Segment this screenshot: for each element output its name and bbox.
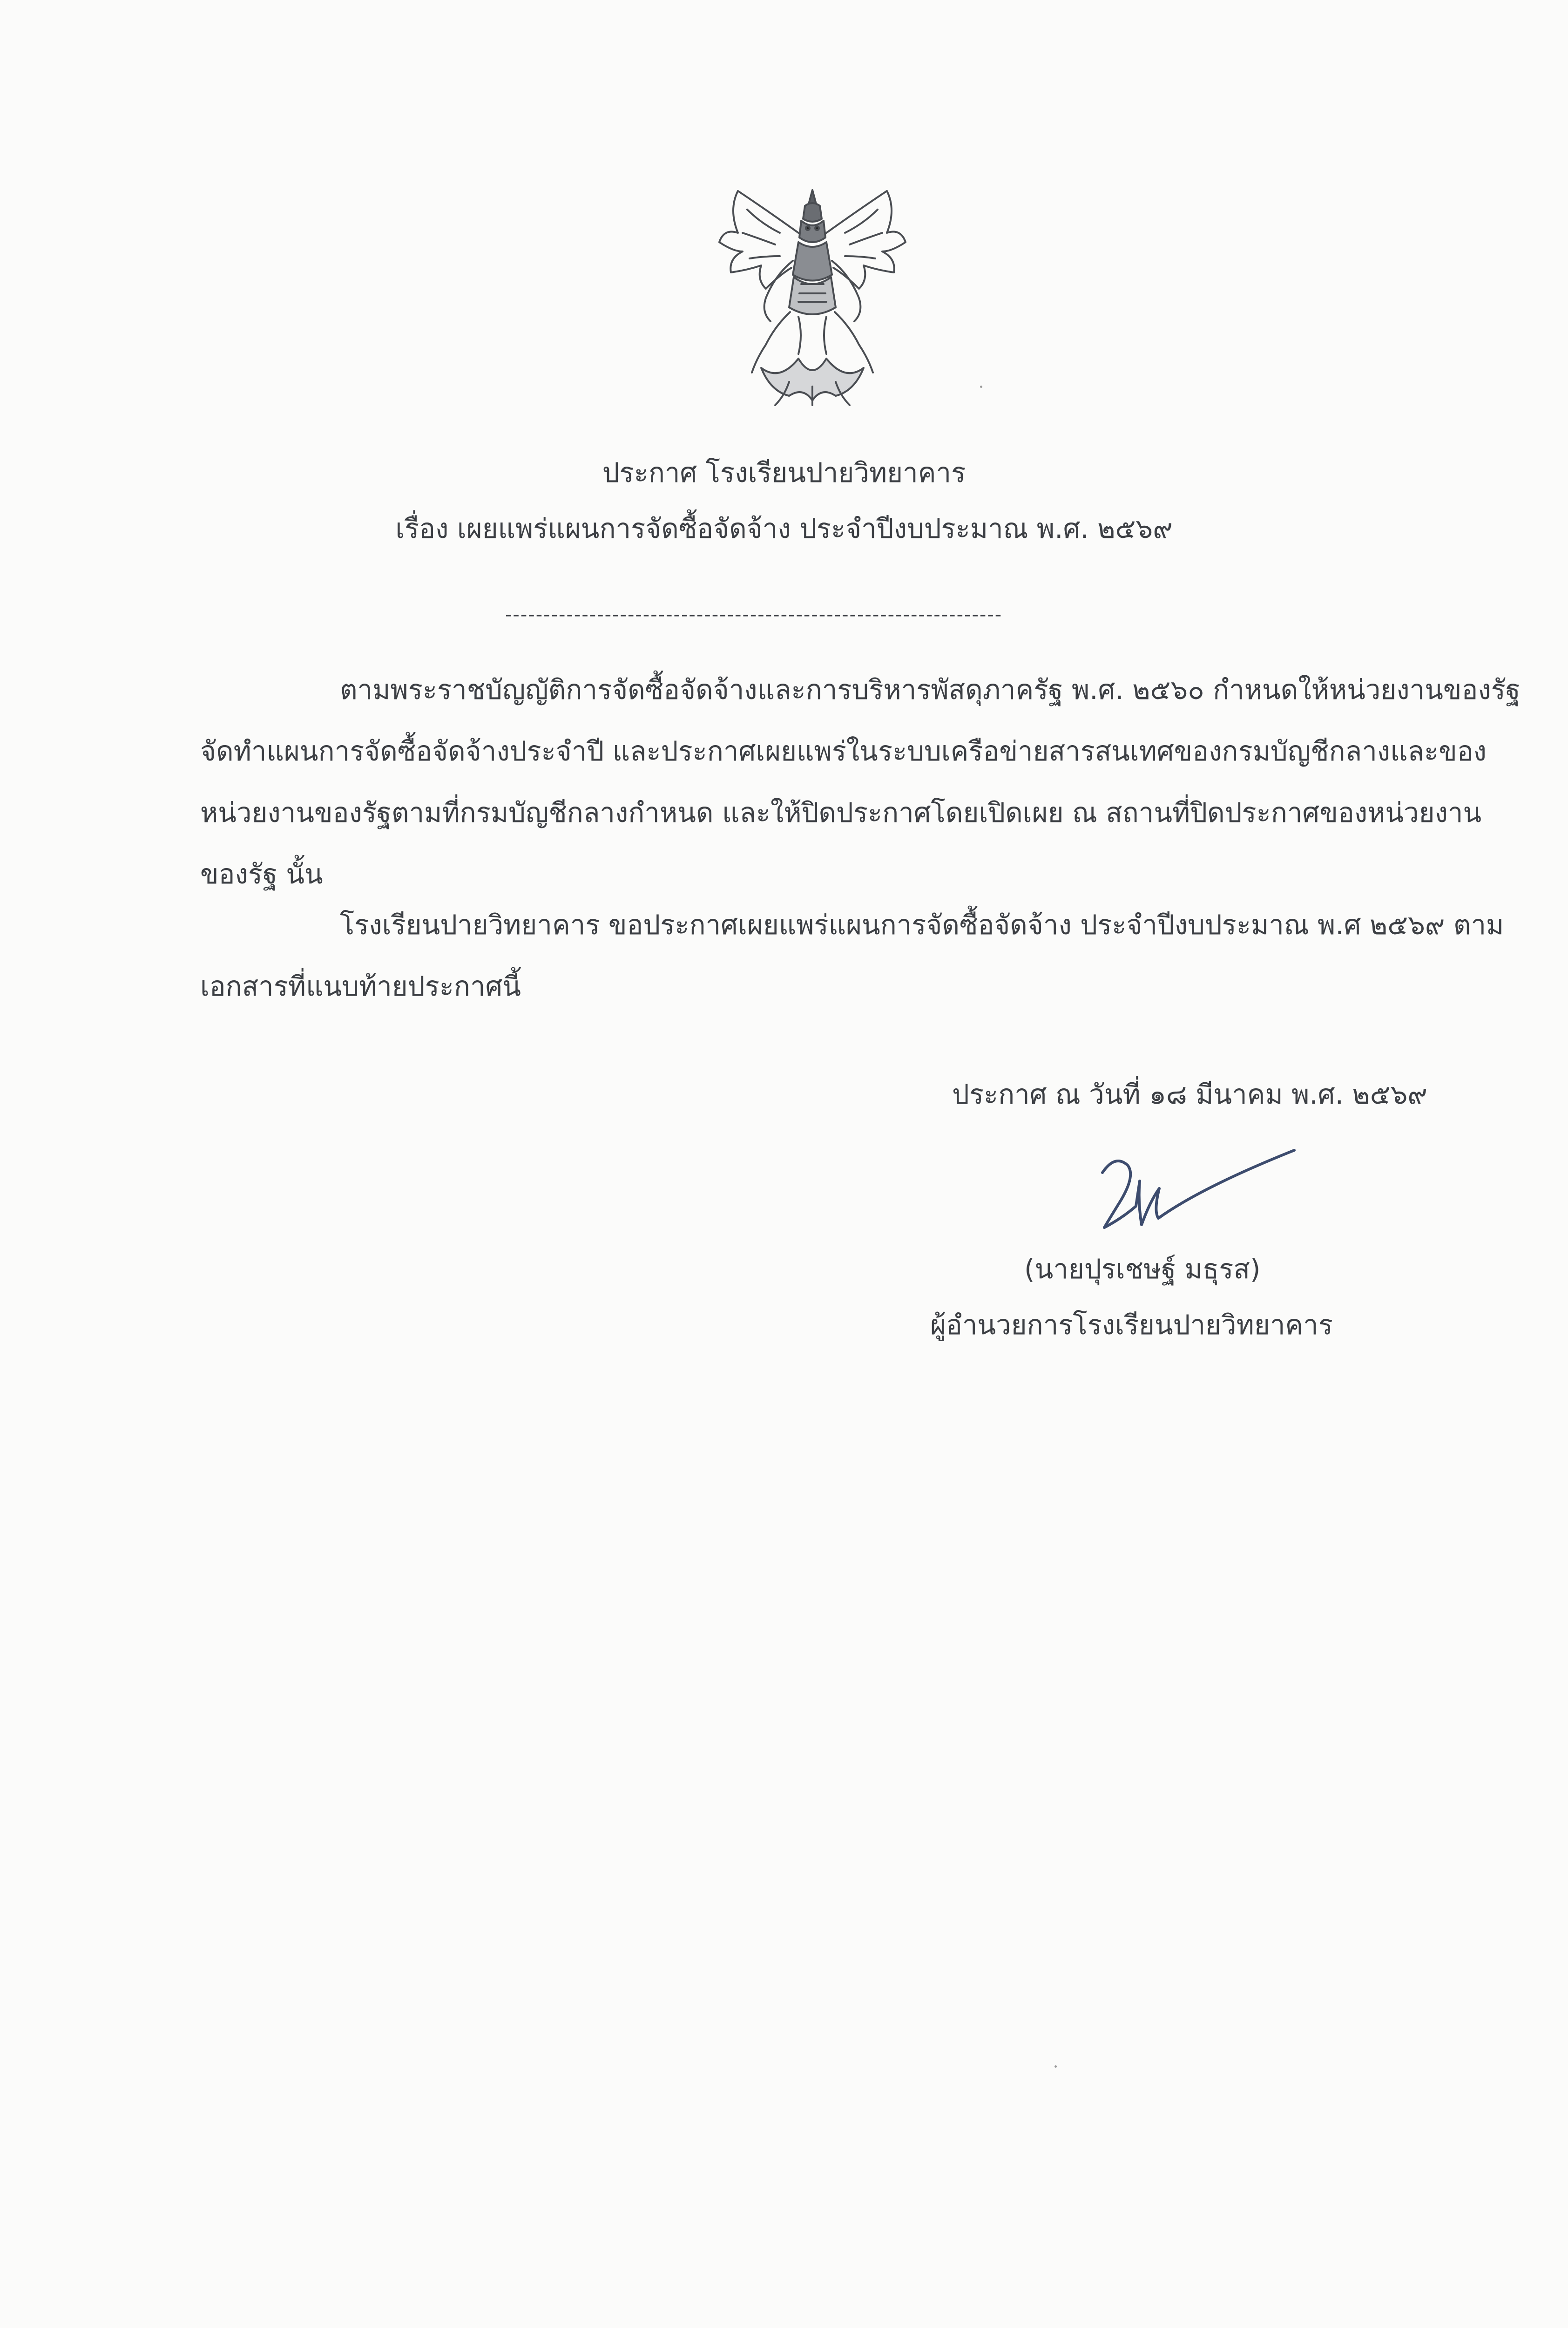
announcement-title: ประกาศ โรงเรียนปายวิทยาคาร	[602, 457, 966, 489]
paragraph-line: จัดทำแผนการจัดซื้อจัดจ้างประจำปี และประกาศเผยแพร่ในระบบเครือข่ายสารสนเทศของกรมบัญชีกลางและของ	[200, 735, 1487, 767]
body-paragraph-1	[200, 659, 1521, 905]
announcement-date: ประกาศ ณ วันที่ ๑๘ มีนาคม พ.ศ. ๒๕๖๙	[952, 1079, 1427, 1110]
paragraph-line: ของรัฐ นั้น	[200, 858, 323, 890]
paragraph-line: เอกสารที่แนบท้ายประกาศนี้	[200, 971, 521, 1002]
paragraph-line: โรงเรียนปายวิทยาคาร ขอประกาศเผยแพร่แผนการจัดซื้อจัดจ้าง ประจำปีงบประมาณ พ.ศ ๒๕๖๙ ตาม	[340, 909, 1504, 941]
handwritten-signature	[1089, 1136, 1308, 1243]
body-paragraph-2	[200, 894, 1504, 1017]
signer-name: (นายปุรเชษฐ์ มธุรส)	[1024, 1253, 1261, 1285]
divider-line: -----------------------------------------------------------------	[505, 604, 1003, 625]
paper-speck	[1054, 2065, 1057, 2068]
signer-title: ผู้อำนวยการโรงเรียนปายวิทยาคาร	[930, 1309, 1333, 1341]
announcement-subject: เรื่อง เผยแพร่แผนการจัดซื้อจัดจ้าง ประจำปีงบประมาณ พ.ศ. ๒๕๖๙	[395, 513, 1173, 544]
paper-speck	[980, 386, 982, 388]
paragraph-line: ตามพระราชบัญญัติการจัดซื้อจัดจ้างและการบริหารพัสดุภาครัฐ พ.ศ. ๒๕๖๐ กำหนดให้หน่วยงานของรัฐ	[340, 674, 1521, 706]
garuda-emblem-icon	[710, 182, 915, 410]
paragraph-line: หน่วยงานของรัฐตามที่กรมบัญชีกลางกำหนด และให้ปิดประกาศโดยเปิดเผย ณ สถานที่ปิดประกาศของหน่วยงาน	[200, 797, 1482, 828]
